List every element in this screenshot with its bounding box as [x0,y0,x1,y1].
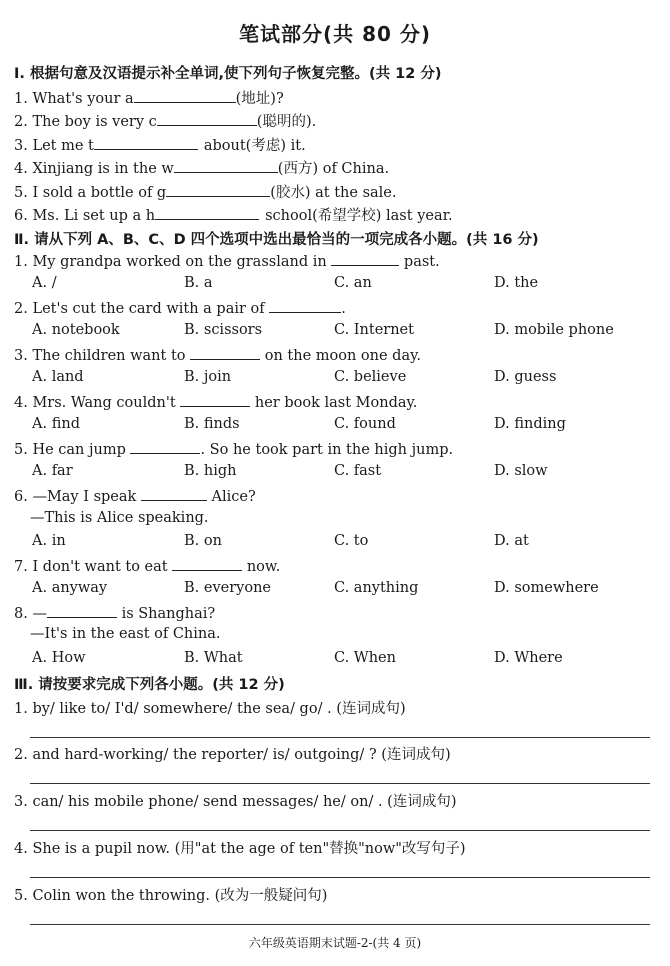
task-item-1: 1. by/ like to/ I'd/ somewhere/ the sea/ go/ . (连词成句) [14,701,406,717]
option-d[interactable]: D. slow [494,463,548,479]
question-text: on the moon one day. [264,348,421,364]
option-a[interactable]: A. How [32,650,86,666]
answer-blank[interactable] [94,135,198,150]
answer-line[interactable] [30,783,650,784]
option-c[interactable]: C. an [334,275,372,291]
fill-item-suffix: (胶水) at the sale. [270,185,397,201]
answer-blank[interactable] [269,298,341,313]
option-b[interactable]: B. finds [184,416,240,432]
answer-blank[interactable] [134,88,236,103]
answer-blank[interactable] [172,556,242,571]
question-3-stem [14,345,421,364]
option-d[interactable]: D. somewhere [494,580,599,596]
question-7-stem [14,556,280,575]
option-b[interactable]: B. What [184,650,243,666]
question-6-stem [14,486,256,505]
option-b[interactable]: B. on [184,533,222,549]
question-6-reply [14,510,209,526]
fill-item-1 [14,87,284,108]
question-text: 7. I don't want to eat [14,559,168,575]
answer-line[interactable] [30,877,650,878]
task-item-5: 5. Colin won the throwing. (改为一般疑问句) [14,888,328,904]
task-item-3: 3. can/ his mobile phone/ send messages/ he/ on/ . (连词成句) [14,794,457,810]
question-text: her book last Monday. [254,395,418,411]
fill-item-2 [14,110,316,131]
answer-line[interactable] [30,830,650,831]
question-text: . So he took part in the high jump. [200,442,454,458]
option-c[interactable]: C. believe [334,369,407,385]
option-a[interactable]: A. anyway [32,580,108,596]
option-a[interactable]: A. notebook [32,322,120,338]
question-2-stem [14,298,346,317]
fill-item-3 [14,134,306,155]
option-d[interactable]: D. mobile phone [494,322,614,338]
question-text: Alice? [211,489,256,505]
task-item-2: 2. and hard-working/ the reporter/ is/ outgoing/ ? (连词成句) [14,747,451,763]
fill-item-suffix: about(考虑) it. [203,138,306,154]
option-b[interactable]: B. a [184,275,213,291]
question-8-stem [14,603,215,622]
page-title: 笔试部分(共 80 分) [238,22,432,46]
fill-item-6 [14,204,453,225]
fill-item-prefix: 1. What's your a [14,91,134,107]
question-text: 1. My grandpa worked on the grassland in [14,254,327,270]
option-c[interactable]: C. found [334,416,396,432]
section-2-heading: Ⅱ. 请从下列 A、B、C、D 四个选项中选出最恰当的一项完成各小题。(共 16 分) [14,232,539,248]
question-text: 5. He can jump [14,442,126,458]
option-d[interactable]: D. at [494,533,529,549]
option-c[interactable]: C. fast [334,463,382,479]
answer-blank[interactable] [155,205,259,220]
question-text: 2. Let's cut the card with a pair of [14,301,265,317]
question-1-stem [14,251,440,270]
fill-item-suffix: (聪明的). [256,114,317,130]
option-a[interactable]: A. land [32,369,84,385]
answer-blank[interactable] [47,603,117,618]
answer-blank[interactable] [174,158,278,173]
question-text: 6. —May I speak [14,489,137,505]
answer-blank[interactable] [180,392,250,407]
task-item-4: 4. She is a pupil now. (用"at the age of ten"替换"now"改写句子) [14,841,466,857]
option-a[interactable]: A. / [32,275,57,291]
question-text: 8. — [14,606,47,622]
option-d[interactable]: D. finding [494,416,566,432]
option-a[interactable]: A. find [32,416,80,432]
fill-item-suffix: (西方) of China. [277,161,390,177]
fill-item-5 [14,181,397,202]
option-c[interactable]: C. When [334,650,396,666]
option-d[interactable]: D. Where [494,650,563,666]
fill-item-prefix: 4. Xinjiang is in the w [14,161,174,177]
answer-blank[interactable] [190,345,260,360]
answer-line[interactable] [30,924,650,925]
answer-line[interactable] [30,737,650,738]
answer-blank[interactable] [331,251,399,266]
option-d[interactable]: D. guess [494,369,557,385]
page-footer: 六年级英语期末试题-2-(共 4 页) [248,936,422,950]
question-text: is Shanghai? [121,606,216,622]
question-text: . [341,301,346,317]
question-4-stem [14,392,417,411]
answer-blank[interactable] [141,486,207,501]
fill-item-suffix: (地址)? [235,91,284,107]
question-text: —This is Alice speaking. [30,510,209,526]
fill-item-prefix: 2. The boy is very c [14,114,157,130]
fill-item-suffix: school(希望学校) last year. [265,208,453,224]
option-c[interactable]: C. anything [334,580,419,596]
fill-item-4 [14,157,389,178]
question-8-reply [14,626,221,642]
question-text: 3. The children want to [14,348,186,364]
option-b[interactable]: B. scissors [184,322,263,338]
answer-blank[interactable] [166,182,270,197]
section-3-heading: Ⅲ. 请按要求完成下列各小题。(共 12 分) [14,677,285,693]
fill-item-prefix: 3. Let me t [14,138,94,154]
option-a[interactable]: A. in [32,533,66,549]
fill-item-prefix: 6. Ms. Li set up a h [14,208,156,224]
option-b[interactable]: B. join [184,369,232,385]
option-b[interactable]: B. high [184,463,237,479]
option-c[interactable]: C. Internet [334,322,414,338]
fill-item-prefix: 5. I sold a bottle of g [14,185,167,201]
section-1-heading: Ⅰ. 根据句意及汉语提示补全单词,使下列句子恢复完整。(共 12 分) [14,66,442,82]
question-text: —It's in the east of China. [30,626,221,642]
question-text: past. [403,254,440,270]
option-b[interactable]: B. everyone [184,580,271,596]
option-a[interactable]: A. far [32,463,73,479]
answer-blank[interactable] [130,439,200,454]
answer-blank[interactable] [157,111,257,126]
option-d[interactable]: D. the [494,275,539,291]
option-c[interactable]: C. to [334,533,369,549]
question-text: now. [246,559,281,575]
question-text: 4. Mrs. Wang couldn't [14,395,176,411]
question-5-stem [14,439,453,458]
